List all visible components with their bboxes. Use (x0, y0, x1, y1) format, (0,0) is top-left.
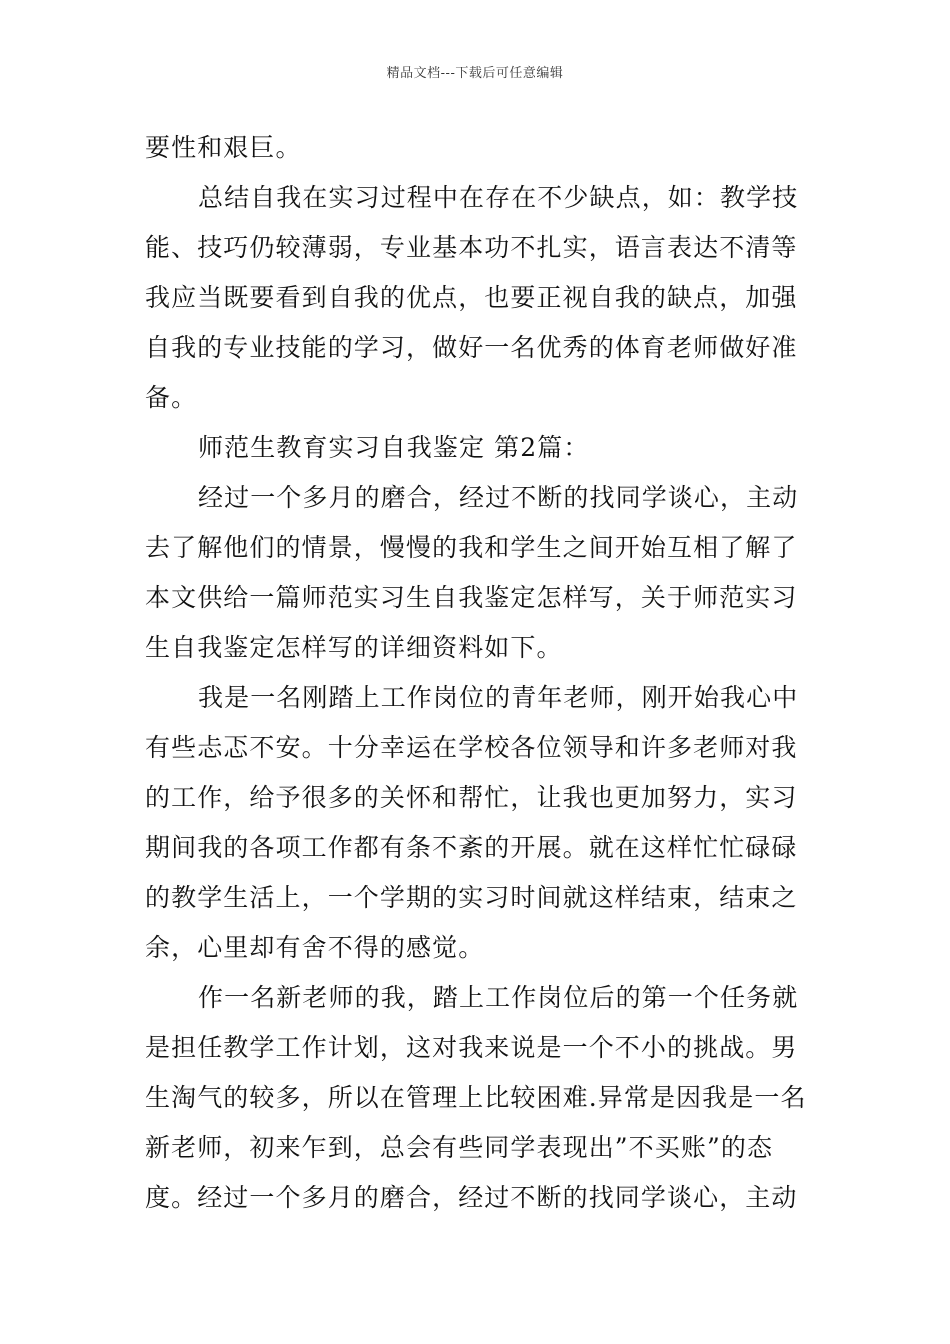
text-line: 我应当既要看到自我的优点，也要正视自我的缺点，加强 (145, 283, 798, 312)
text-line: 度。经过一个多月的磨合，经过不断的找同学谈心，主动 (145, 1183, 798, 1212)
text-line: 能、技巧仍较薄弱，专业基本功不扎实，语言表达不清等 (145, 233, 798, 262)
text-line: 生自我鉴定怎样写的详细资料如下。 (145, 633, 563, 662)
text-line: 的工作，给予很多的关怀和帮忙，让我也更加努力，实习 (145, 783, 798, 812)
text-line: 本文供给一篇师范实习生自我鉴定怎样写，关于师范实习 (145, 583, 798, 612)
paragraph-start-line: 作一名新老师的我，踏上工作岗位后的第一个任务就 (198, 983, 799, 1012)
paragraph-start-line: 我是一名刚踏上工作岗位的青年老师，刚开始我心中 (198, 683, 799, 712)
text-line: 余，心里却有舍不得的感觉。 (145, 933, 485, 962)
page-header: 精品文档---下载后可任意编辑 (386, 66, 564, 81)
text-line: 新老师，初来乍到，总会有些同学表现出”不买账”的态 (145, 1133, 774, 1162)
text-line: 期间我的各项工作都有条不紊的开展。就在这样忙忙碌碌 (145, 833, 798, 862)
text-line: 自我的专业技能的学习，做好一名优秀的体育老师做好准 (145, 333, 798, 362)
text-line: 去了解他们的情景，慢慢的我和学生之间开始互相了解了 (145, 533, 798, 562)
text-line: 备。 (145, 383, 198, 412)
paragraph-start-line: 总结自我在实习过程中在存在不少缺点，如：教学技 (198, 183, 799, 212)
text-line: 生淘气的较多，所以在管理上比较困难.异常是因我是一名 (145, 1083, 807, 1112)
section-heading: 师范生教育实习自我鉴定 第2篇： (198, 433, 590, 462)
text-line: 要性和艰巨。 (145, 133, 302, 162)
text-line: 是担任教学工作计划，这对我来说是一个不小的挑战。男 (145, 1033, 798, 1062)
text-line: 的教学生活上，一个学期的实习时间就这样结束，结束之 (145, 883, 798, 912)
text-line: 有些忐忑不安。十分幸运在学校各位领导和许多老师对我 (145, 733, 798, 762)
paragraph-start-line: 经过一个多月的磨合，经过不断的找同学谈心，主动 (198, 483, 799, 512)
